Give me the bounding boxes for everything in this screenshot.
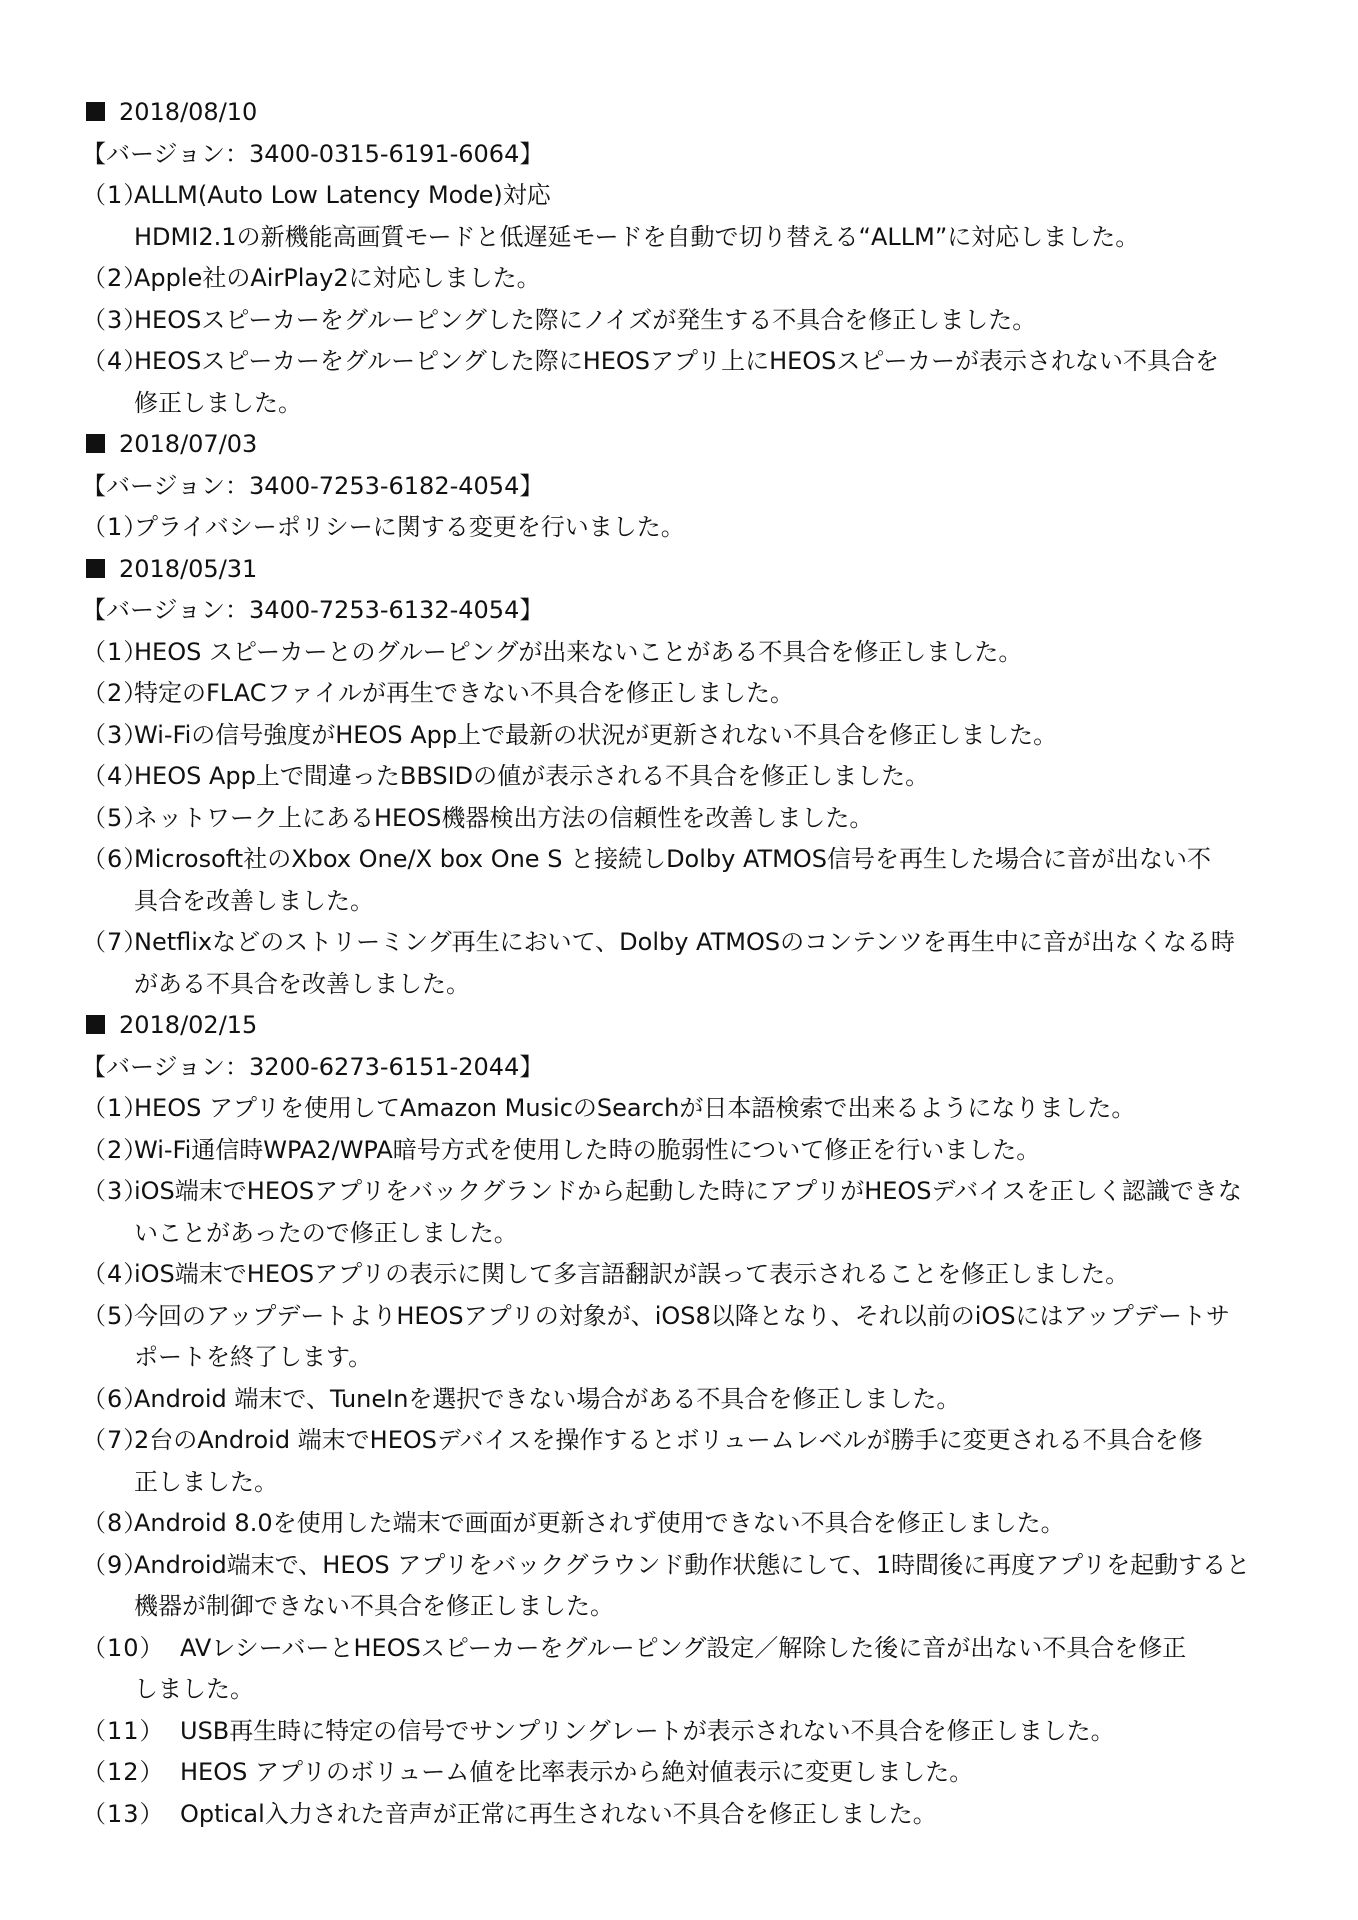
item-text: HEOSスピーカーをグルーピングした際にHEOSアプリ上にHEOSスピーカーが表示されない不具合を [134,347,1219,375]
item-number: （10） [82,1633,165,1662]
item-text: iOS端末でHEOSアプリの表示に関して多言語翻訳が誤って表示されることを修正しました。 [134,1260,1130,1288]
item-number: （1） [82,1094,149,1122]
change-item-first-line [82,1752,1282,1794]
update-date-line [82,92,1282,134]
change-item-first-line [82,922,1282,964]
item-text: HEOS アプリのボリューム値を比率表示から絶対値表示に変更しました。 [180,1758,974,1786]
change-item-first-line [82,341,1282,383]
change-item-first-line [82,1130,1282,1172]
change-item-first-line [82,1088,1282,1130]
change-item [82,715,1282,757]
item-number: （1） [82,181,149,209]
bullet-square-icon [86,1015,105,1034]
item-number: （8） [82,1509,149,1537]
change-item [82,507,1282,549]
item-text-continuation: しました。 [134,1675,254,1703]
change-item [82,1711,1282,1753]
item-text: Microsoft社のXbox One/X box One S と接続しDolby ATMOS信号を再生した場合に音が出ない不 [134,845,1212,873]
change-item [82,175,1282,258]
item-text: 特定のFLACファイルが再生できない不具合を修正しました。 [134,679,794,707]
change-item [82,798,1282,840]
item-number: （2） [82,1135,149,1164]
change-item-first-line [82,1503,1282,1545]
item-text: ALLM(Auto Low Latency Mode)対応 [134,181,551,209]
item-text: HEOS アプリを使用してAmazon MusicのSearchが日本語検索で出来るようになりました。 [134,1094,1136,1122]
item-text: Apple社のAirPlay2に対応しました。 [134,264,541,292]
item-text: ネットワーク上にあるHEOS機器検出方法の信頼性を改善しました。 [134,803,874,832]
item-text: USB再生時に特定の信号でサンプリングレートが表示されない不具合を修正しました。 [180,1716,1115,1745]
change-item [82,1130,1282,1172]
update-section [82,1005,1282,1835]
item-text: Wi-Fiの信号強度がHEOS App上で最新の状況が更新されない不具合を修正しました。 [134,720,1058,749]
item-text: プライバシーポリシーに関する変更を行いました。 [134,513,685,541]
item-number: （13） [82,1799,165,1828]
item-number: （5） [82,1301,149,1330]
item-text: Netflixなどのストリーミング再生において、Dolby ATMOSのコンテンツを再生中に音が出なくなる時 [134,928,1235,956]
item-text: Optical入力された音声が正常に再生されない不具合を修正しました。 [180,1799,937,1828]
item-number: （1） [82,637,149,666]
change-item-first-line [82,798,1282,840]
change-item [82,258,1282,300]
item-text-continuation: 修正しました。 [134,388,302,417]
update-date-line [82,549,1282,591]
version-label: 【バージョン：3200-6273-6151-2044】 [82,1052,544,1081]
change-item [82,1628,1282,1711]
update-section [82,92,1282,424]
update-date: 2018/07/03 [119,430,258,458]
version-label: 【バージョン：3400-7253-6182-4054】 [82,471,544,500]
item-text-continuation: ポートを終了します。 [134,1343,373,1371]
change-item-first-line [82,258,1282,300]
change-item [82,1420,1282,1503]
bullet-square-icon [86,102,105,121]
change-item-first-line [82,715,1282,757]
bullet-square-icon [86,434,105,453]
change-item-first-line [82,1545,1282,1587]
change-item-first-line [82,1711,1282,1753]
item-number: （2） [82,264,149,292]
item-text-continuation: がある不具合を改善しました。 [134,969,470,998]
item-number: （11） [82,1716,165,1745]
item-number: （7） [82,928,149,956]
item-number: （4） [82,347,149,375]
update-date-line [82,1005,1282,1047]
item-text-continuation: 具合を改善しました。 [134,886,374,915]
change-item [82,1752,1282,1794]
item-text-continuation: 正しました。 [134,1467,278,1496]
change-item [82,1545,1282,1628]
change-item-first-line [82,507,1282,549]
change-item [82,922,1282,1005]
change-item [82,1171,1282,1254]
release-notes-document [82,92,1282,1835]
item-number: （9） [82,1550,149,1579]
item-text: HEOS App上で間違ったBBSIDの値が表示される不具合を修正しました。 [134,762,930,790]
version-label: 【バージョン：3400-7253-6132-4054】 [82,596,544,624]
item-text: Android端末で、HEOS アプリをバックグラウンド動作状態にして、1時間後に再度アプリを起動すると [134,1550,1251,1579]
update-date: 2018/02/15 [119,1011,258,1039]
item-number: （12） [82,1758,165,1786]
change-item-first-line [82,673,1282,715]
change-item [82,756,1282,798]
item-text: Android 端末で、TuneInを選択できない場合がある不具合を修正しました。 [134,1384,961,1413]
item-text-continuation: いことがあったので修正しました。 [134,1218,518,1247]
update-section [82,549,1282,1006]
item-text: 2台のAndroid 端末でHEOSデバイスを操作するとボリュームレベルが勝手に変更される不具合を修 [134,1426,1203,1454]
version-label: 【バージョン：3400-0315-6191-6064】 [82,139,544,168]
update-date: 2018/05/31 [119,554,258,583]
item-number: （3） [82,1177,149,1205]
change-item-first-line [82,756,1282,798]
change-item-first-line [82,632,1282,674]
item-text-continuation: 機器が制御できない不具合を修正しました。 [134,1592,614,1620]
change-item [82,673,1282,715]
change-item-first-line [82,1254,1282,1296]
update-date-line [82,424,1282,466]
bullet-square-icon [86,559,105,578]
change-item-first-line [82,839,1282,881]
item-text-continuation: HDMI2.1の新機能高画質モードと低遅延モードを自動で切り替える“ALLM”に対応しました。 [134,222,1140,251]
item-text: HEOSスピーカーをグルーピングした際にノイズが発生する不具合を修正しました。 [134,305,1037,334]
item-number: （7） [82,1426,149,1454]
item-number: （2） [82,679,149,707]
change-item [82,1296,1282,1379]
change-item-first-line [82,1794,1282,1836]
change-item-first-line [82,1628,1282,1670]
change-item [82,1254,1282,1296]
change-item-first-line [82,175,1282,217]
item-text: 今回のアップデートよりHEOSアプリの対象が、iOS8以降となり、それ以前のiOSにはアップデートサ [134,1301,1230,1330]
change-item [82,839,1282,922]
item-number: （6） [82,1384,149,1413]
item-number: （3） [82,720,149,749]
change-item-first-line [82,300,1282,342]
change-item [82,1379,1282,1421]
change-item-first-line [82,1420,1282,1462]
change-item-first-line [82,1296,1282,1338]
item-number: （3） [82,305,149,334]
change-item-first-line [82,1379,1282,1421]
item-text: AVレシーバーとHEOSスピーカーをグルーピング設定／解除した後に音が出ない不具合を修正 [180,1633,1187,1662]
change-item [82,341,1282,424]
item-text: HEOS スピーカーとのグルーピングが出来ないことがある不具合を修正しました。 [134,637,1023,666]
item-number: （1） [82,513,149,541]
item-number: （5） [82,803,149,832]
item-text: iOS端末でHEOSアプリをバックグランドから起動した時にアプリがHEOSデバイスを正しく認識できな [134,1177,1242,1205]
change-item [82,632,1282,674]
item-number: （6） [82,845,149,873]
change-item [82,1794,1282,1836]
update-date: 2018/08/10 [119,98,258,126]
change-item [82,1088,1282,1130]
change-item [82,1503,1282,1545]
item-number: （4） [82,1260,149,1288]
item-text: Wi-Fi通信時WPA2/WPA暗号方式を使用した時の脆弱性について修正を行いました。 [134,1135,1041,1164]
item-text: Android 8.0を使用した端末で画面が更新されず使用できない不具合を修正しました。 [134,1509,1065,1537]
update-section [82,424,1282,549]
change-item [82,300,1282,342]
item-number: （4） [82,762,149,790]
change-item-first-line [82,1171,1282,1213]
